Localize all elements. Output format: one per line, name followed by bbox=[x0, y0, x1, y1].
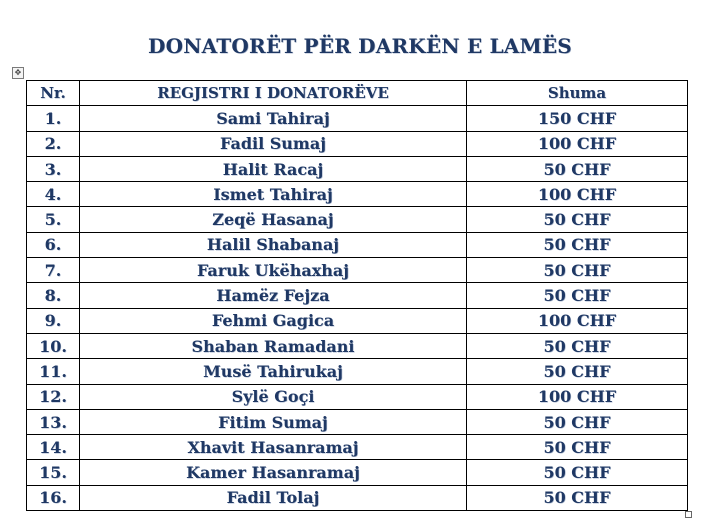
donor-name: Halil Shabanaj bbox=[80, 232, 467, 257]
page-title: DONATORËT PËR DARKËN E LAMËS bbox=[148, 34, 572, 58]
row-number: 9. bbox=[27, 308, 80, 333]
donation-amount: 50 CHF bbox=[467, 283, 688, 308]
table-row bbox=[27, 485, 688, 510]
donation-amount: 50 CHF bbox=[467, 460, 688, 485]
row-number: 1. bbox=[27, 106, 80, 131]
row-number: 11. bbox=[27, 359, 80, 384]
donor-name: Musë Tahirukaj bbox=[80, 359, 467, 384]
row-number: 7. bbox=[27, 258, 80, 283]
donation-amount: 150 CHF bbox=[467, 106, 688, 131]
table-row bbox=[27, 460, 688, 485]
donation-amount: 50 CHF bbox=[467, 435, 688, 460]
header-registry: REGJISTRI I DONATORËVE bbox=[80, 81, 467, 106]
table-row bbox=[27, 106, 688, 131]
donation-amount: 50 CHF bbox=[467, 156, 688, 181]
row-number: 4. bbox=[27, 182, 80, 207]
donation-amount: 100 CHF bbox=[467, 384, 688, 409]
table-row bbox=[27, 182, 688, 207]
table-row bbox=[27, 333, 688, 358]
row-number: 16. bbox=[27, 485, 80, 510]
table-row bbox=[27, 359, 688, 384]
table-row bbox=[27, 156, 688, 181]
donor-name: Shaban Ramadani bbox=[80, 333, 467, 358]
donor-name: Sylë Goçi bbox=[80, 384, 467, 409]
row-number: 2. bbox=[27, 131, 80, 156]
donor-name: Hamëz Fejza bbox=[80, 283, 467, 308]
donation-amount: 50 CHF bbox=[467, 258, 688, 283]
table-row bbox=[27, 435, 688, 460]
row-number: 6. bbox=[27, 232, 80, 257]
row-number: 15. bbox=[27, 460, 80, 485]
donor-name: Fehmi Gagica bbox=[80, 308, 467, 333]
donor-name: Kamer Hasanramaj bbox=[80, 460, 467, 485]
donor-name: Sami Tahiraj bbox=[80, 106, 467, 131]
table-row bbox=[27, 258, 688, 283]
row-number: 10. bbox=[27, 333, 80, 358]
donation-amount: 50 CHF bbox=[467, 485, 688, 510]
donation-amount: 100 CHF bbox=[467, 131, 688, 156]
row-number: 14. bbox=[27, 435, 80, 460]
table-row bbox=[27, 131, 688, 156]
donor-name: Fadil Tolaj bbox=[80, 485, 467, 510]
donors-table bbox=[26, 80, 688, 511]
donor-name: Fitim Sumaj bbox=[80, 409, 467, 434]
donation-amount: 100 CHF bbox=[467, 182, 688, 207]
table-row bbox=[27, 384, 688, 409]
table-move-icon[interactable]: ✥ bbox=[12, 67, 24, 79]
donation-amount: 50 CHF bbox=[467, 232, 688, 257]
row-number: 3. bbox=[27, 156, 80, 181]
header-nr: Nr. bbox=[27, 81, 80, 106]
donation-amount: 50 CHF bbox=[467, 359, 688, 384]
table-body bbox=[27, 106, 688, 511]
donation-amount: 50 CHF bbox=[467, 409, 688, 434]
table-header-row bbox=[27, 81, 688, 106]
table-resize-icon[interactable] bbox=[685, 511, 692, 518]
donation-amount: 50 CHF bbox=[467, 333, 688, 358]
table-row bbox=[27, 308, 688, 333]
row-number: 8. bbox=[27, 283, 80, 308]
table-row bbox=[27, 232, 688, 257]
row-number: 13. bbox=[27, 409, 80, 434]
table-row bbox=[27, 207, 688, 232]
donor-name: Ismet Tahiraj bbox=[80, 182, 467, 207]
donor-name: Zeqë Hasanaj bbox=[80, 207, 467, 232]
row-number: 12. bbox=[27, 384, 80, 409]
donor-name: Faruk Ukëhaxhaj bbox=[80, 258, 467, 283]
donor-name: Xhavit Hasanramaj bbox=[80, 435, 467, 460]
donation-amount: 50 CHF bbox=[467, 207, 688, 232]
donor-name: Fadil Sumaj bbox=[80, 131, 467, 156]
donor-name: Halit Racaj bbox=[80, 156, 467, 181]
donation-amount: 100 CHF bbox=[467, 308, 688, 333]
table-row bbox=[27, 409, 688, 434]
header-amount: Shuma bbox=[467, 81, 688, 106]
row-number: 5. bbox=[27, 207, 80, 232]
table-row bbox=[27, 283, 688, 308]
